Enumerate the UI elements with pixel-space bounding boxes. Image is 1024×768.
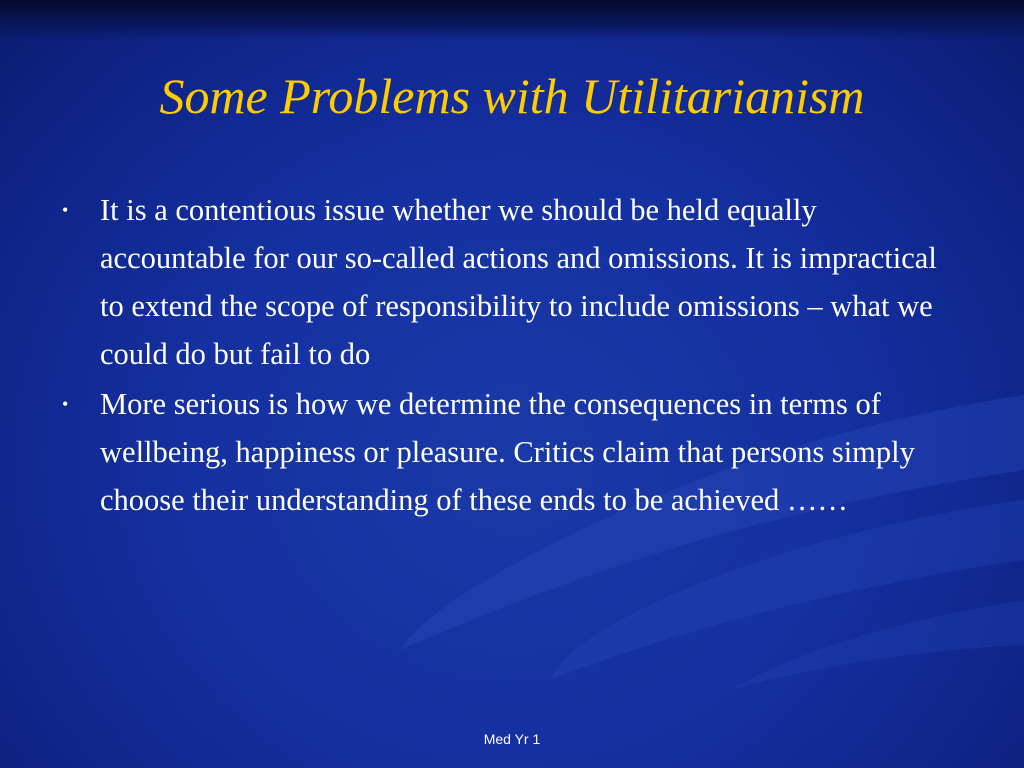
bullet-item-2	[60, 380, 960, 524]
bullet-text: More serious is how we determine the consequences in terms of wellbeing, happiness or pleasure. Critics claim that persons simply choose their understanding of these ends to be achieved ……	[100, 387, 915, 517]
bullet-icon: •	[62, 394, 69, 414]
bullet-text: It is a contentious issue whether we should be held equally accountable for our so-called actions and omissions. It is impractical to extend the scope of responsibility to include omissions – what we could do but fail to do	[100, 193, 937, 371]
slide-footer: Med Yr 1	[483, 731, 541, 747]
bullet-icon: •	[62, 200, 69, 220]
slide-title: Some Problems with Utilitarianism	[159, 68, 865, 124]
swoosh-band-3	[730, 600, 1024, 690]
bullet-list	[60, 186, 960, 526]
bullet-item-1	[60, 186, 960, 378]
slide-top-band	[0, 0, 1024, 40]
swoosh-band-2	[550, 500, 1024, 680]
